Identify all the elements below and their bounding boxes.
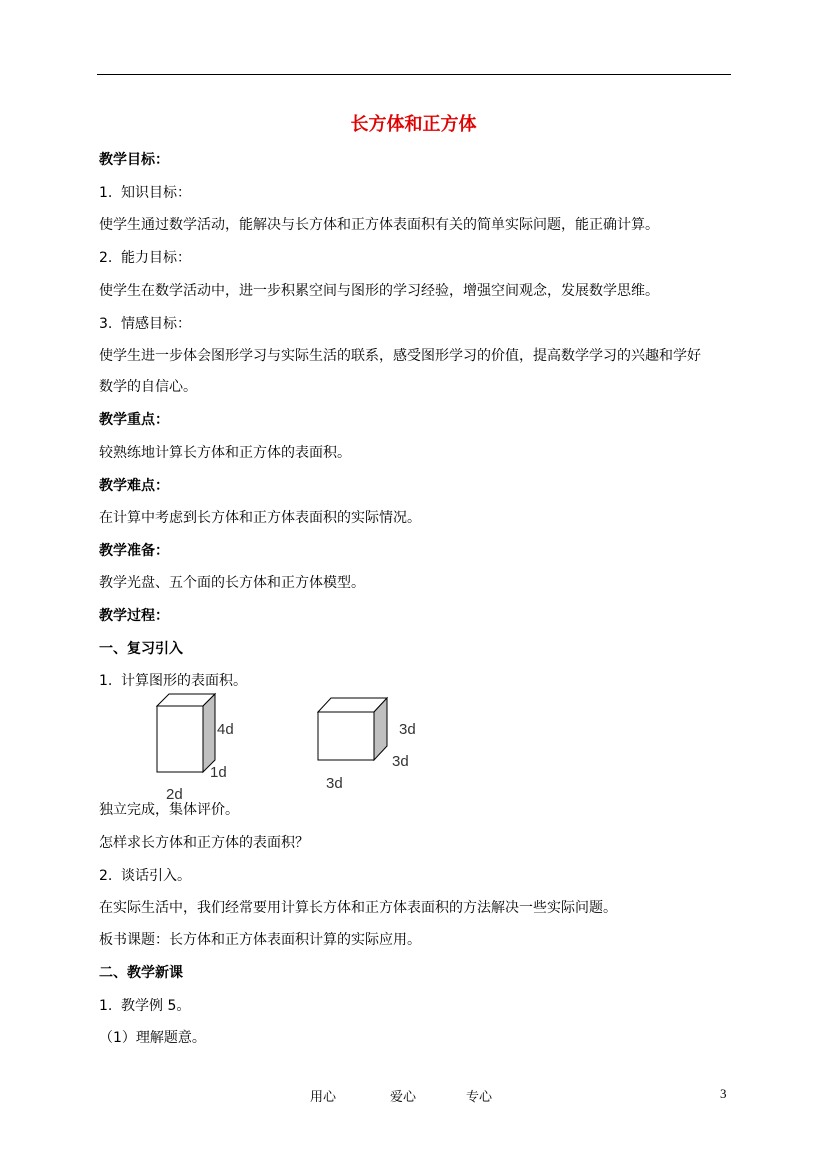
cuboid-front-face: [157, 706, 203, 772]
goal3-text-line2: 数学的自信心。: [99, 379, 197, 395]
cuboid-width-label: 1d: [210, 764, 227, 781]
cuboid-side-face: [203, 694, 215, 772]
review1-text: 计算图形的表面积。: [121, 673, 247, 689]
cuboid-height-label: 4d: [217, 721, 234, 738]
goal1-number: 1.: [99, 185, 113, 201]
key-heading: 教学重点：: [99, 412, 169, 428]
review2-number: 2.: [99, 868, 113, 884]
difficulty-text: 在计算中考虑到长方体和正方体表面积的实际情况。: [99, 510, 421, 526]
cuboid-length-label: 2d: [166, 786, 183, 800]
intro-text: 在实际生活中，我们经常要用计算长方体和正方体表面积的方法解决一些实际问题。: [99, 900, 617, 916]
goal2-line: [99, 248, 191, 268]
example-number: 1.: [99, 998, 113, 1014]
goals-heading: 教学目标：: [99, 152, 169, 168]
key-text: 较熟练地计算长方体和正方体的表面积。: [99, 445, 351, 461]
example-text: 教学例 5。: [121, 998, 191, 1014]
review1-number: 1.: [99, 673, 113, 689]
footer-item-1: 用心: [310, 1090, 337, 1105]
goal1-text: 使学生通过数学活动，能解决与长方体和正方体表面积有关的简单实际问题，能正确计算。: [99, 217, 659, 233]
cube-height-label: 3d: [399, 721, 416, 738]
understand-text: （1）理解题意。: [99, 1030, 206, 1046]
new-lesson-heading: 二、教学新课: [99, 965, 183, 981]
goal3-line: [99, 314, 191, 334]
difficulty-heading: 教学难点：: [99, 478, 169, 494]
footer-item-3: 专心: [466, 1090, 493, 1105]
prep-heading: 教学准备：: [99, 543, 169, 559]
goal3-number: 3.: [99, 316, 113, 332]
review-heading: 一、复习引入: [99, 641, 183, 657]
independent-text: 独立完成，集体评价。: [99, 802, 239, 818]
goal3-title: 情感目标：: [121, 316, 191, 332]
goal1-title: 知识目标：: [121, 185, 191, 201]
board-text: 板书课题：长方体和正方体表面积计算的实际应用。: [99, 932, 421, 948]
header-rule: [97, 74, 731, 75]
document-title: 长方体和正方体: [350, 114, 477, 135]
cube-width-label: 3d: [392, 753, 409, 770]
question-text: 怎样求长方体和正方体的表面积？: [99, 835, 309, 851]
cuboid-drawing: [157, 694, 234, 800]
goal2-title: 能力目标：: [121, 250, 191, 266]
footer-item-2: 爱心: [390, 1090, 417, 1105]
page-number: 3: [720, 1086, 727, 1101]
process-heading: 教学过程：: [99, 608, 169, 624]
goal3-text-line1: 使学生进一步体会图形学习与实际生活的联系，感受图形学习的价值，提高数学学习的兴趣和学好: [99, 348, 701, 364]
review2-line: [99, 866, 191, 886]
goal1-line: [99, 183, 191, 203]
goal2-text: 使学生在数学活动中，进一步积累空间与图形的学习经验，增强空间观念，发展数学思维。: [99, 283, 659, 299]
example-line: [99, 996, 190, 1016]
goal2-number: 2.: [99, 250, 113, 266]
cube-front-face: [318, 712, 374, 760]
surface-area-figure: [150, 688, 440, 800]
cube-length-label: 3d: [326, 775, 343, 792]
cube-drawing: [318, 698, 416, 792]
prep-text: 教学光盘、五个面的长方体和正方体模型。: [99, 575, 365, 591]
review2-text: 谈话引入。: [121, 868, 191, 884]
